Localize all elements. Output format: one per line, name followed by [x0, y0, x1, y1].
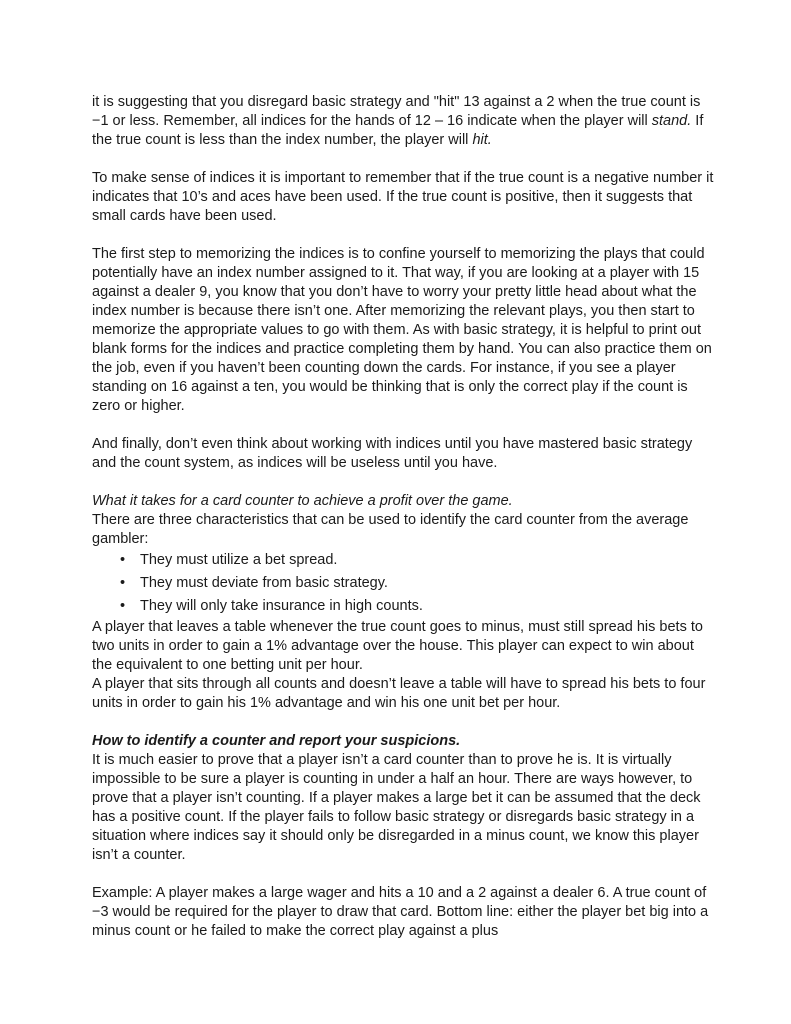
bullet-item-label: They must deviate from basic strategy.: [140, 575, 388, 591]
section-heading-identify-counter: How to identify a counter and report your suspicions.: [92, 733, 461, 749]
bullet-dot-icon: •: [120, 575, 126, 591]
text-run: If the true count is less than the index number, the player will: [92, 113, 704, 148]
paragraph-player-sits-through: A player that sits through all counts and doesn’t leave a table will have to spread his bets to four units in order to gain his 1% advantage and win his one unit bet per hour.: [92, 676, 706, 711]
paragraph-make-sense-of-indices: To make sense of indices it is important to remember that if the true count is a negative number it indicates that 10’s and aces have been used. If the true count is positive, then it suggests that small cards have been used.: [92, 170, 714, 224]
paragraph-example-large-wager: Example: A player makes a large wager and hits a 10 and a 2 against a dealer 6. A true count of −3 would be required for the player to draw that card. Bottom line: either the player bet big into a minus count or he failed to make the correct play against a plus: [92, 885, 709, 939]
paragraph-prove-not-counter: It is much easier to prove that a player isn’t a card counter than to prove he is. It is virtually impossible to be sure a player is counting in under a half an hour. There are ways however, to prove that a player isn’t counting. If a player makes a large bet it can be assumed that the deck has a positive count. If the player fails to follow basic strategy or disregards basic strategy in a situation where indices say it should only be disregarded in a minus count, we know this player isn’t a counter.: [92, 752, 701, 863]
paragraph-mastered-basic-strategy: And finally, don’t even think about working with indices until you have mastered basic strategy and the count system, as indices will be useless until you have.: [92, 436, 693, 471]
text-run-italic-hit: hit.: [472, 132, 492, 148]
bullet-dot-icon: •: [120, 552, 126, 568]
bullet-item-label: They must utilize a bet spread.: [140, 552, 338, 568]
paragraph-memorizing-indices: The first step to memorizing the indices is to confine yourself to memorizing the plays that could potentially have an index number assigned to it. That way, if you are looking at a player with 15 against a dealer 9, you know that you don’t have to worry your pretty little head about what the index number is because there isn’t one. After memorizing the relevant plays, you then start to memorize the appropriate values to go with them. As with basic strategy, it is helpful to print out blank forms for the indices and practice completing them by hand. You can also practice them on the job, even if you haven’t been counting down the cards. For instance, if you see a player standing on 16 against a ten, you would be thinking that is only the correct play if the count is zero or higher.: [92, 246, 712, 414]
text-run-italic-stand: stand.: [651, 113, 692, 129]
section-heading-card-counter-profit: What it takes for a card counter to achieve a profit over the game.: [92, 493, 513, 509]
text-run: it is suggesting that you disregard basic strategy and "hit" 13 against a 2 when the true count is −1 or less. Remember, all indices for the hands of 12 – 16 indicate when the player will: [92, 94, 701, 129]
bullet-list-counter-characteristics: [92, 549, 717, 618]
paragraph-indices-hit-13: [92, 93, 717, 150]
bullet-item-label: They will only take insurance in high counts.: [140, 598, 423, 614]
paragraph-three-characteristics: There are three characteristics that can be used to identify the card counter from the average gambler:: [92, 512, 689, 547]
paragraph-player-leaves-table: A player that leaves a table whenever the true count goes to minus, must still spread his bets to two units in order to gain a 1% advantage over the house. This player can expect to win about the equivalent to one betting unit per hour.: [92, 619, 703, 673]
bullet-dot-icon: •: [120, 598, 126, 614]
bullet-item-deviate-basic-strategy: [92, 572, 717, 595]
document-text-content: [92, 93, 717, 960]
bullet-item-insurance-high-counts: [92, 595, 717, 618]
bullet-item-bet-spread: [92, 549, 717, 572]
